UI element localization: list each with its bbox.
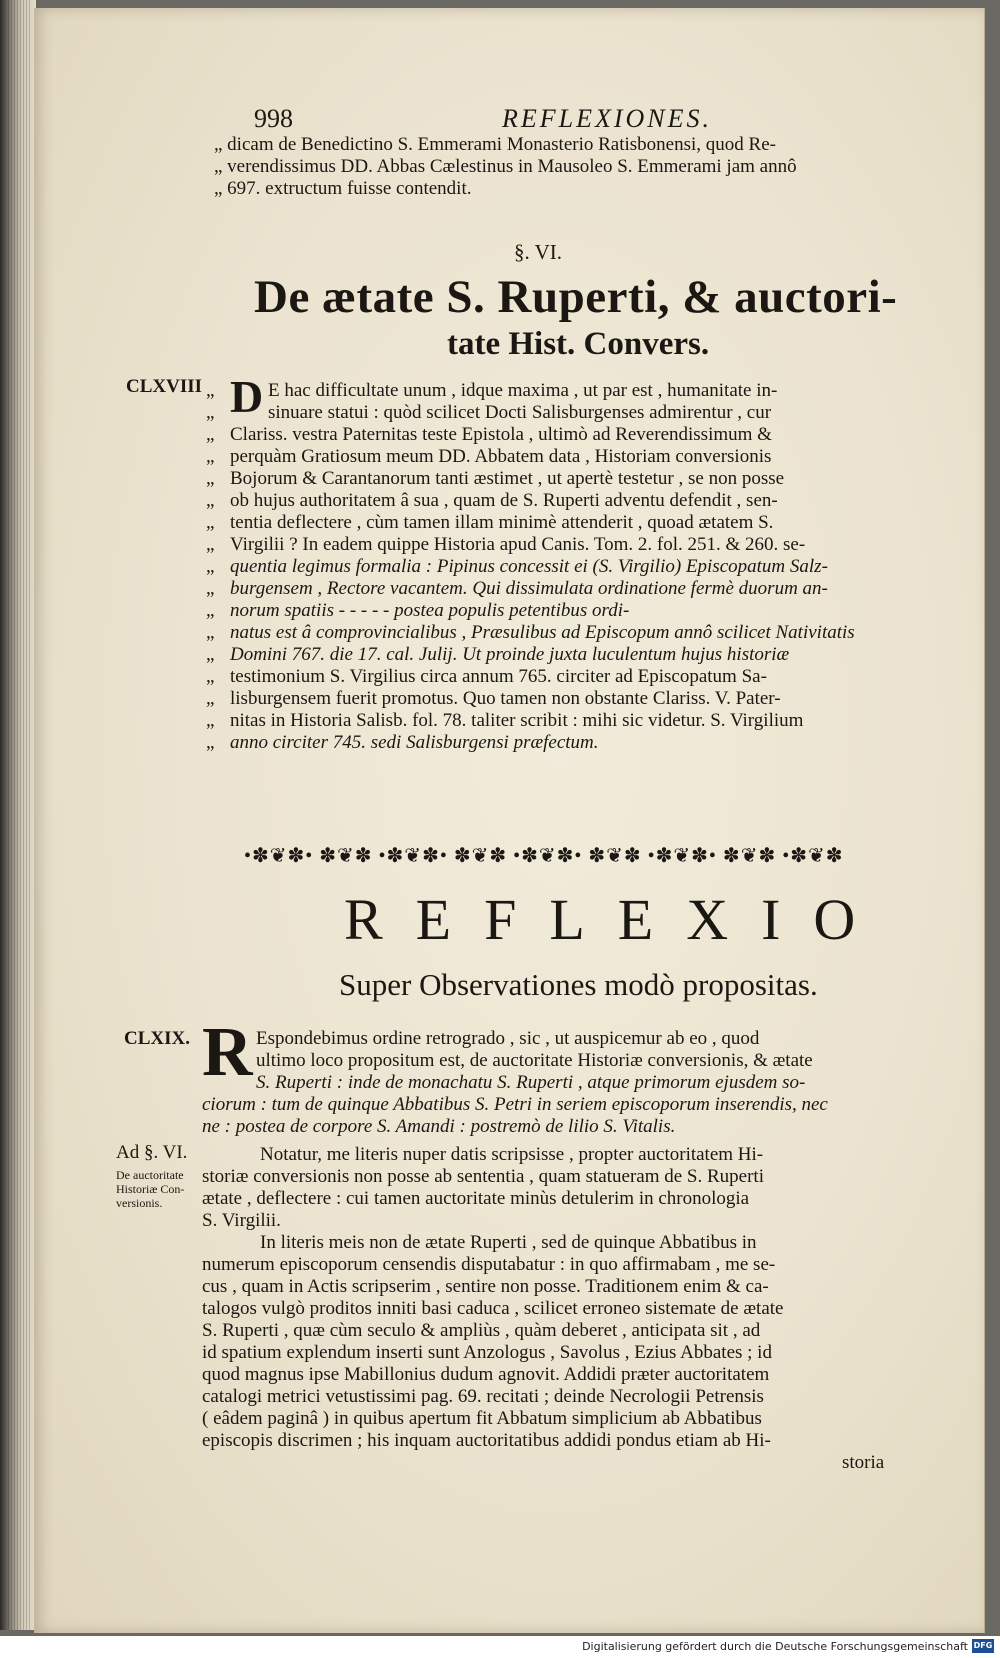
section-mark: §. VI. xyxy=(514,240,563,264)
text-line: quentia legimus formalia : Pipinus concessit ei (S. Virgilio) Episcopatum Salz- xyxy=(230,556,828,577)
quote-mark: „ xyxy=(206,380,215,401)
digitization-footer xyxy=(0,1636,1000,1658)
text-line: perquàm Gratiosum meum DD. Abbatem data , Historiam conversionis xyxy=(230,446,772,467)
margin-label-ad-vi: Ad §. VI. xyxy=(116,1142,188,1163)
quote-mark: „ xyxy=(206,490,215,511)
quote-mark: „ xyxy=(206,556,215,577)
text-line: norum spatiis - - - - - postea populis petentibus ordi- xyxy=(230,600,630,621)
text-line: quod magnus ipse Mabillonius dudum agnovit. Addidi præter auctoritatem xyxy=(202,1364,770,1385)
intro-line: „ 697. extructum fuisse contendit. xyxy=(214,178,472,199)
side-note-line: versionis. xyxy=(116,1196,163,1210)
footer-credit: Digitalisierung gefördert durch die Deutsche Forschungsgemeinschaft xyxy=(582,1640,968,1653)
text-line: S. Ruperti : inde de monachatu S. Ruperti , atque primorum ejusdem so- xyxy=(256,1072,806,1093)
text-line: anno circiter 745. sedi Salisburgensi præfectum. xyxy=(230,732,599,753)
text-line: talogos vulgò proditos inniti basi caduca , scilicet erroneo sistemate de ætate xyxy=(202,1298,784,1319)
text-line: episcopis discrimen ; his inquam auctoritatibus addidi pondus etiam ab Hi- xyxy=(202,1430,771,1451)
text-line: testimonium S. Virgilius circa annum 765. circiter ad Episcopatum Sa- xyxy=(230,666,767,687)
side-note-line: Historiæ Con- xyxy=(116,1182,185,1196)
text-line: nitas in Historia Salisb. fol. 78. taliter scribit : mihi sic videtur. S. Virgilium xyxy=(230,710,804,731)
book-page xyxy=(34,8,985,1633)
text-line: id spatium explendum inserti sunt Anzologus , Savolus , Ezius Abbates ; id xyxy=(202,1342,772,1363)
margin-number-clxviii: CLXVIII xyxy=(126,376,203,397)
quote-mark: „ xyxy=(206,622,215,643)
book-page-edges xyxy=(0,0,36,1630)
intro-line: „ verendissimus DD. Abbas Cælestinus in Mausoleo S. Emmerami jam annô xyxy=(214,156,797,177)
ornament-rule xyxy=(244,844,934,868)
dfg-logo-icon: DFG xyxy=(972,1639,994,1653)
text-line: lisburgensem fuerit promotus. Quo tamen non obstante Clariss. V. Pater- xyxy=(230,688,781,709)
margin-number-clxix: CLXIX. xyxy=(124,1028,190,1049)
text-line: storiæ conversionis non posse ab sententia , quam statueram de S. Ruperti xyxy=(202,1166,764,1187)
reflexio-title: REFLEXIO xyxy=(344,887,889,952)
text-line: Espondebimus ordine retrogrado , sic , ut auspicemur ab eo , quod xyxy=(256,1028,760,1049)
section-title-line2: tate Hist. Convers. xyxy=(447,326,710,362)
quote-mark: „ xyxy=(206,468,215,489)
text-line: ob hujus authoritatem â sua , quam de S. Ruperti adventu defendit , sen- xyxy=(230,490,778,511)
text-line: Virgilii ? In eadem quippe Historia apud Canis. Tom. 2. fol. 251. & 260. se- xyxy=(230,534,806,555)
quote-mark: „ xyxy=(206,666,215,687)
drop-cap-d: D xyxy=(230,371,264,422)
text-line: ( eâdem paginâ ) in quibus apertum fit Abbatum simplicium ab Abbatibus xyxy=(202,1408,762,1429)
text-line: ciorum : tum de quinque Abbatibus S. Petri in seriem episcoporum inserendis, nec xyxy=(202,1094,828,1115)
text-line: numerum episcoporum censendis disputabatur : in quo affirmabam , me se- xyxy=(202,1254,776,1275)
text-line: Clariss. vestra Paternitas teste Epistola , ultimò ad Reverendissimum & xyxy=(230,424,772,445)
ornament-glyphs: •✽❦✽• ✽❦✽ •✽❦✽• ✽❦✽ •✽❦✽• ✽❦✽ •✽❦✽• ✽❦✽ •✽❦✽ xyxy=(244,845,844,867)
section-title-line1: De ætate S. Ruperti, & auctori- xyxy=(254,271,898,323)
quote-mark: „ xyxy=(206,732,215,753)
quote-mark: „ xyxy=(206,600,215,621)
text-line: Bojorum & Carantanorum tanti æstimet , ut apertè testetur , se non posse xyxy=(230,468,785,489)
text-line: E hac difficultate unum , idque maxima , ut par est , humanitate in- xyxy=(268,380,778,401)
drop-cap-r: R xyxy=(202,1014,253,1091)
quote-mark: „ xyxy=(206,688,215,709)
text-line: ne : postea de corpore S. Amandi : postremò de lilio S. Vitalis. xyxy=(202,1116,676,1137)
quote-mark: „ xyxy=(206,512,215,533)
text-line: cus , quam in Actis scripserim , sentire non posse. Traditionem enim & ca- xyxy=(202,1276,769,1297)
side-note-line: De auctoritate xyxy=(116,1168,184,1182)
quote-mark: „ xyxy=(206,578,215,599)
page-number: 998 xyxy=(254,104,293,133)
quote-mark: „ xyxy=(206,644,215,665)
text-line: S. Virgilii. xyxy=(202,1210,281,1231)
quote-mark: „ xyxy=(206,710,215,731)
side-note xyxy=(116,1168,184,1210)
intro-line: „ dicam de Benedictino S. Emmerami Monasterio Ratisbonensi, quod Re- xyxy=(214,134,776,155)
quote-mark: „ xyxy=(206,534,215,555)
text-line: In literis meis non de ætate Ruperti , sed de quinque Abbatibus in xyxy=(260,1232,757,1253)
running-title: REFLEXIONES. xyxy=(502,104,713,133)
text-line: natus est â comprovincialibus , Præsulibus ad Episcopum annô scilicet Nativitatis xyxy=(230,622,855,643)
text-line: Notatur, me literis nuper datis scripsisse , propter auctoritatem Hi- xyxy=(260,1144,764,1165)
quote-mark: „ xyxy=(206,424,215,445)
text-line: burgensem , Rectore vacantem. Qui dissimulata ordinatione fermè duorum an- xyxy=(230,578,828,599)
text-line: ætate , deflectere : cui tamen auctoritate minùs detulerim in chronologia xyxy=(202,1188,750,1209)
text-line: S. Ruperti , quæ cùm seculo & ampliùs , quàm deberet , anticipata sit , ad xyxy=(202,1320,761,1341)
text-line: Domini 767. die 17. cal. Julij. Ut proinde juxta luculentum hujus historiæ xyxy=(230,644,790,665)
catchword: storia xyxy=(842,1452,885,1473)
quote-mark: „ xyxy=(206,446,215,467)
quote-mark: „ xyxy=(206,402,215,423)
text-line: tentia deflectere , cùm tamen illam minimè attenderit , quoad ætatem S. xyxy=(230,512,774,533)
text-line: catalogi metrici vetustissimi pag. 69. recitati ; deinde Necrologii Petrensis xyxy=(202,1386,764,1407)
text-line: ultimo loco propositum est, de auctoritate Historiæ conversionis, & ætate xyxy=(256,1050,813,1071)
reflexio-subtitle: Super Observationes modò propositas. xyxy=(339,967,818,1002)
text-line: sinuare statui : quòd scilicet Docti Salisburgenses admirentur , cur xyxy=(268,402,772,423)
